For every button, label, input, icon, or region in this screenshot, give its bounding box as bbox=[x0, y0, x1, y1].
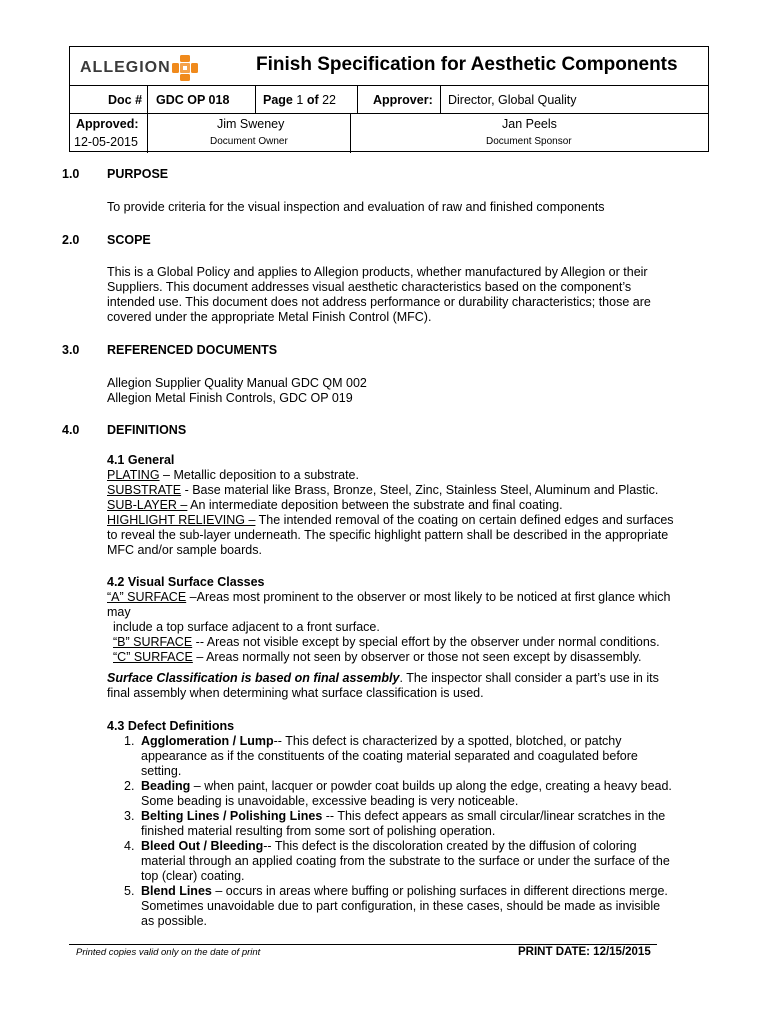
defect-text: -- This defect appears as small circular/linear scratches in the bbox=[322, 809, 666, 823]
term: SUBSTRATE bbox=[107, 483, 182, 497]
defect-term: Agglomeration / Lump bbox=[141, 734, 274, 748]
scope-line: covered under the appropriate Metal Finish Control (MFC). bbox=[107, 310, 432, 324]
defect-definitions-heading-wrap bbox=[107, 719, 687, 734]
definition: –Areas most prominent to the observer or most likely to be noticed at first glance which may bbox=[107, 590, 671, 619]
reference-item: Allegion Supplier Quality Manual GDC QM 002 bbox=[107, 376, 367, 390]
term: “A” SURFACE bbox=[107, 590, 187, 604]
allegion-logo-text: ALLEGION bbox=[80, 59, 171, 76]
section-number: 4.0 bbox=[62, 423, 80, 437]
general-definitions bbox=[107, 453, 687, 558]
definition: The intended removal of the coating on certain defined edges and surfaces bbox=[255, 513, 674, 527]
cell-divider bbox=[255, 85, 256, 113]
defect-term: Bleed Out / Bleeding bbox=[141, 839, 264, 853]
defect-text: – occurs in areas where buffing or polishing surfaces in different directions merge. bbox=[211, 884, 668, 898]
defect-text: -- This defect is the discoloration created by the diffusion of coloring bbox=[263, 839, 637, 853]
header-divider bbox=[70, 113, 708, 114]
defect-item bbox=[107, 809, 687, 839]
defect-text: – when paint, lacquer or powder coat builds up along the edge, creating a heavy bead. bbox=[190, 779, 672, 793]
owner-role: Document Owner bbox=[210, 136, 288, 147]
term: SUB-LAYER – bbox=[107, 498, 188, 512]
scope-line: This is a Global Policy and applies to Allegion products, whether manufactured by Allegion or their bbox=[107, 265, 648, 279]
note-emphasis: Surface Classification is based on final assembly bbox=[107, 671, 400, 685]
definition: – Areas normally not seen by observer or those not seen except by disassembly. bbox=[192, 650, 642, 664]
defect-item bbox=[107, 734, 687, 779]
defect-line bbox=[141, 824, 687, 839]
defect-list bbox=[107, 734, 687, 929]
owner-name: Jim Sweney bbox=[217, 117, 285, 131]
defect-item bbox=[107, 839, 687, 884]
doc-number-label: Doc # bbox=[108, 93, 143, 107]
note-line bbox=[107, 671, 687, 686]
note-text: . The inspector shall consider a part’s use in its bbox=[399, 671, 659, 685]
defect-term: Blend Lines bbox=[141, 884, 212, 898]
subsection-heading-visual: 4.2 Visual Surface Classes bbox=[107, 575, 265, 589]
term: HIGHLIGHT RELIEVING – bbox=[107, 513, 256, 527]
page-total: 22 bbox=[322, 93, 337, 107]
definition-sublayer bbox=[107, 498, 687, 513]
defect-line bbox=[141, 764, 687, 779]
defect-item bbox=[107, 884, 687, 929]
defect-line bbox=[141, 809, 687, 824]
defect-text: Sometimes unavoidable due to part configuration, in these cases, should be made as invisible bbox=[141, 899, 661, 913]
term: “B” SURFACE bbox=[113, 635, 193, 649]
definition-continuation: to reveal the sub-layer underneath. The specific highlight pattern shall be described in the appropriate bbox=[107, 528, 669, 542]
definition-substrate bbox=[107, 483, 687, 498]
defect-text: -- This defect is characterized by a spotted, blotched, or patchy bbox=[273, 734, 622, 748]
defect-line bbox=[141, 869, 687, 884]
cell-divider bbox=[147, 113, 148, 153]
defect-term: Beading bbox=[141, 779, 191, 793]
referenced-documents-list bbox=[107, 376, 687, 406]
defect-text: material through an applied coating from the substrate to the surface or under the surface of the bbox=[141, 854, 670, 868]
defect-text: Some beading is unavoidable, excessive beading is very noticeable. bbox=[141, 794, 519, 808]
defect-text: finished material resulting from some sort of polishing operation. bbox=[141, 824, 496, 838]
defect-text: appearance as if the constituents of the coating material separated and coagulated before bbox=[141, 749, 638, 763]
allegion-logo-icon bbox=[172, 55, 198, 81]
page-indicator bbox=[263, 93, 336, 107]
footer-print-date: PRINT DATE: 12/15/2015 bbox=[518, 946, 651, 958]
approver-value: Director, Global Quality bbox=[448, 93, 577, 107]
sponsor-role: Document Sponsor bbox=[486, 136, 572, 147]
defect-term: Belting Lines / Polishing Lines bbox=[141, 809, 323, 823]
defect-line bbox=[141, 899, 687, 914]
definition-plating bbox=[107, 468, 687, 483]
definition: -- Areas not visible except by special effort by the observer under normal conditions. bbox=[192, 635, 660, 649]
scope-text bbox=[107, 265, 687, 325]
section-number: 1.0 bbox=[62, 167, 80, 181]
doc-number-value: GDC OP 018 bbox=[156, 93, 230, 107]
defect-text: top (clear) coating. bbox=[141, 869, 245, 883]
list-number: 5. bbox=[124, 884, 135, 898]
defect-line bbox=[141, 749, 687, 764]
scope-line: Suppliers. This document addresses visual aesthetic characteristics based on the component’s bbox=[107, 280, 632, 294]
defect-line bbox=[141, 854, 687, 869]
note-line: final assembly when determining what surface classification is used. bbox=[107, 686, 484, 700]
page-word: Page bbox=[263, 93, 293, 107]
term: “C” SURFACE bbox=[113, 650, 193, 664]
section-number: 2.0 bbox=[62, 233, 80, 247]
list-number: 1. bbox=[124, 734, 135, 748]
subsection-heading-defects: 4.3 Defect Definitions bbox=[107, 719, 235, 733]
footer-print-notice: Printed copies valid only on the date of print bbox=[76, 947, 261, 958]
defect-text: setting. bbox=[141, 764, 182, 778]
defect-line bbox=[141, 884, 687, 899]
purpose-text bbox=[107, 200, 687, 215]
header-divider bbox=[70, 85, 708, 86]
approver-label: Approver: bbox=[373, 93, 433, 107]
definition-c-surface bbox=[107, 650, 687, 665]
scope-line: intended use. This document does not address performance or durability characteristics; those are bbox=[107, 295, 651, 309]
visual-surface-classes bbox=[107, 575, 687, 665]
section-number: 3.0 bbox=[62, 343, 80, 357]
document-title: Finish Specification for Aesthetic Components bbox=[256, 54, 678, 75]
section-title-referenced-documents: REFERENCED DOCUMENTS bbox=[107, 343, 278, 357]
reference-item: Allegion Metal Finish Controls, GDC OP 019 bbox=[107, 391, 353, 405]
list-number: 2. bbox=[124, 779, 135, 793]
definition: – Metallic deposition to a substrate. bbox=[159, 468, 359, 482]
definition-b-surface bbox=[107, 635, 687, 650]
classification-note bbox=[107, 671, 687, 701]
definition-a-surface bbox=[107, 590, 687, 620]
cell-divider bbox=[440, 85, 441, 113]
definition-highlight bbox=[107, 513, 687, 528]
defect-text: as possible. bbox=[141, 914, 208, 928]
definition-continuation: include a top surface adjacent to a front surface. bbox=[113, 620, 380, 634]
section-title-purpose: PURPOSE bbox=[107, 167, 169, 181]
page-number: 1 bbox=[296, 93, 304, 107]
page-of: of bbox=[306, 93, 319, 107]
cell-divider bbox=[147, 85, 148, 113]
sponsor-name: Jan Peels bbox=[502, 117, 557, 131]
approved-label: Approved: bbox=[76, 117, 139, 131]
term: PLATING bbox=[107, 468, 160, 482]
defect-line bbox=[141, 734, 687, 749]
cell-divider bbox=[357, 85, 358, 113]
document-header bbox=[69, 46, 709, 152]
defect-line bbox=[141, 914, 687, 929]
section-title-definitions: DEFINITIONS bbox=[107, 423, 187, 437]
list-number: 3. bbox=[124, 809, 135, 823]
footer-divider bbox=[69, 944, 657, 945]
cell-divider bbox=[350, 113, 351, 153]
defect-line bbox=[141, 839, 687, 854]
purpose-line: To provide criteria for the visual inspection and evaluation of raw and finished components bbox=[107, 200, 605, 214]
section-title-scope: SCOPE bbox=[107, 233, 151, 247]
definition-continuation: MFC and/or sample boards. bbox=[107, 543, 262, 557]
defect-line bbox=[141, 779, 687, 794]
list-number: 4. bbox=[124, 839, 135, 853]
definition: An intermediate deposition between the substrate and final coating. bbox=[187, 498, 563, 512]
subsection-heading-general: 4.1 General bbox=[107, 453, 175, 467]
approved-date: 12-05-2015 bbox=[74, 135, 138, 149]
defect-item bbox=[107, 779, 687, 809]
defect-line bbox=[141, 794, 687, 809]
definition: - Base material like Brass, Bronze, Steel, Zinc, Stainless Steel, Aluminum and Plastic. bbox=[181, 483, 659, 497]
